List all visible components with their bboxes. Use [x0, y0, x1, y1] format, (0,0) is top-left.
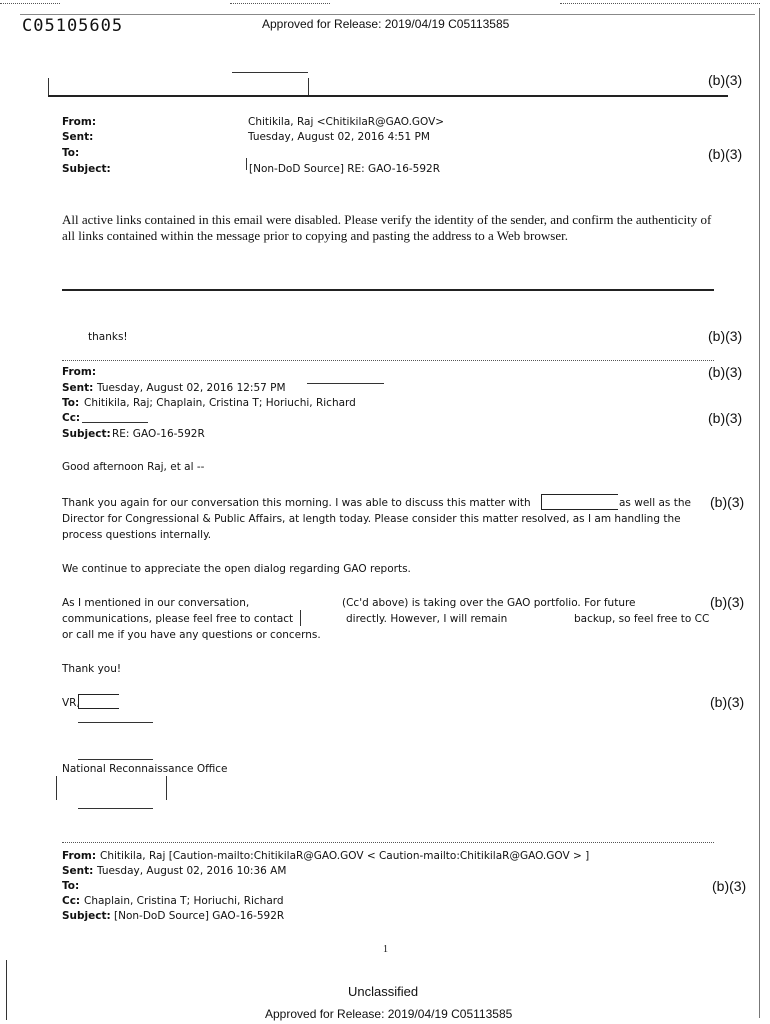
body-line: directly. However, I will remain: [346, 613, 508, 625]
divider: [62, 360, 714, 361]
from-label: From:: [62, 366, 97, 378]
divider: [62, 842, 714, 843]
redaction-box: [246, 158, 247, 170]
scan-artifact: [0, 3, 60, 4]
body-line: Thank you again for our conversation this morning. I was able to discuss this matter with: [62, 497, 531, 509]
document-id: C05105605: [22, 16, 124, 36]
body-line: As I mentioned in our conversation,: [62, 597, 250, 609]
redaction-box: [78, 759, 153, 760]
redaction-box: [232, 72, 308, 73]
redaction-box: [78, 694, 119, 709]
to-label: To:: [62, 397, 80, 409]
to-label: To:: [62, 147, 80, 159]
cc-value: Chaplain, Cristina T; Horiuchi, Richard: [84, 895, 284, 907]
redaction-box: [308, 78, 309, 96]
redaction-code: (b)(3): [710, 594, 745, 610]
subject-label: Subject:: [62, 163, 111, 175]
redaction-box: [300, 610, 301, 626]
scan-artifact: [20, 14, 755, 15]
redaction-code: (b)(3): [710, 494, 745, 510]
thanks-text: thanks!: [88, 331, 128, 343]
body-line: or call me if you have any questions or concerns.: [62, 629, 321, 641]
redaction-code: (b)(3): [708, 328, 743, 344]
body-line: We continue to appreciate the open dialog regarding GAO reports.: [62, 563, 411, 575]
redaction-code: (b)(3): [712, 878, 747, 894]
from-label: From:: [62, 116, 97, 128]
to-label: To:: [62, 880, 80, 892]
from-value: Chitikila, Raj [Caution-mailto:ChitikilaR@GAO.GOV < Caution-mailto:ChitikilaR@GAO.GOV > ]: [100, 850, 590, 862]
subject-value: [Non-DoD Source] GAO-16-592R: [114, 910, 285, 922]
redaction-code: (b)(3): [710, 694, 745, 710]
organization: National Reconnaissance Office: [62, 763, 228, 775]
redaction-code: (b)(3): [708, 146, 743, 162]
sent-label: Sent:: [62, 865, 94, 877]
page-edge: [6, 960, 7, 1020]
scan-artifact: [230, 3, 330, 4]
page-number: 1: [383, 944, 388, 955]
sent-label: Sent:: [62, 382, 94, 394]
sent-value: Tuesday, August 02, 2016 4:51 PM: [248, 131, 430, 143]
body-line: backup, so feel free to CC: [574, 613, 710, 625]
classification-marking: Unclassified: [348, 984, 419, 999]
body-line: process questions internally.: [62, 529, 212, 541]
redaction-box: [48, 78, 49, 96]
redaction-box: [82, 422, 148, 423]
body-line: communications, please feel free to contact: [62, 613, 294, 625]
redaction-box: [78, 808, 153, 809]
redaction-box: [166, 776, 167, 800]
sent-value: Tuesday, August 02, 2016 10:36 AM: [97, 865, 287, 877]
subject-label: Subject:: [62, 910, 111, 922]
sent-label: Sent:: [62, 131, 94, 143]
greeting: Good afternoon Raj, et al --: [62, 461, 205, 473]
to-value: Chitikila, Raj; Chaplain, Cristina T; Horiuchi, Richard: [84, 397, 356, 409]
body-line: (Cc'd above) is taking over the GAO portfolio. For future: [342, 597, 636, 609]
release-header: Approved for Release: 2019/04/19 C05113585: [262, 17, 510, 31]
redaction-code: (b)(3): [708, 410, 743, 426]
body-line: as well as the: [619, 497, 691, 509]
cc-label: Cc:: [62, 895, 81, 907]
sent-value: Tuesday, August 02, 2016 12:57 PM: [97, 382, 286, 394]
subject-value: RE: GAO-16-592R: [112, 428, 205, 440]
redaction-box: [307, 383, 384, 384]
divider: [48, 95, 728, 97]
redaction-code: (b)(3): [708, 364, 743, 380]
body-line: Director for Congressional & Public Affairs, at length today. Please consider this matter resolved, as I am handling the: [62, 513, 681, 525]
closing: Thank you!: [62, 663, 122, 675]
release-footer: Approved for Release: 2019/04/19 C05113585: [265, 1007, 513, 1021]
redaction-box: [56, 776, 57, 800]
redaction-box: [78, 722, 153, 723]
redaction-box: [541, 494, 618, 510]
subject-label: Subject:: [62, 428, 111, 440]
divider: [62, 289, 714, 291]
scan-artifact: [560, 3, 760, 4]
from-label: From:: [62, 850, 97, 862]
redaction-code: (b)(3): [708, 72, 743, 88]
subject-value: [Non-DoD Source] RE: GAO-16-592R: [249, 163, 441, 175]
from-value: Chitikila, Raj <ChitikilaR@GAO.GOV>: [248, 116, 445, 128]
valediction: VR,: [62, 697, 80, 709]
link-warning: All active links contained in this email were disabled. Please verify the identity of the sender, and confirm the authenticity of all links contained within the message prior to copying and pasting the address to a Web browser.: [62, 212, 712, 243]
page-edge: [759, 8, 760, 1018]
cc-label: Cc:: [62, 412, 81, 424]
